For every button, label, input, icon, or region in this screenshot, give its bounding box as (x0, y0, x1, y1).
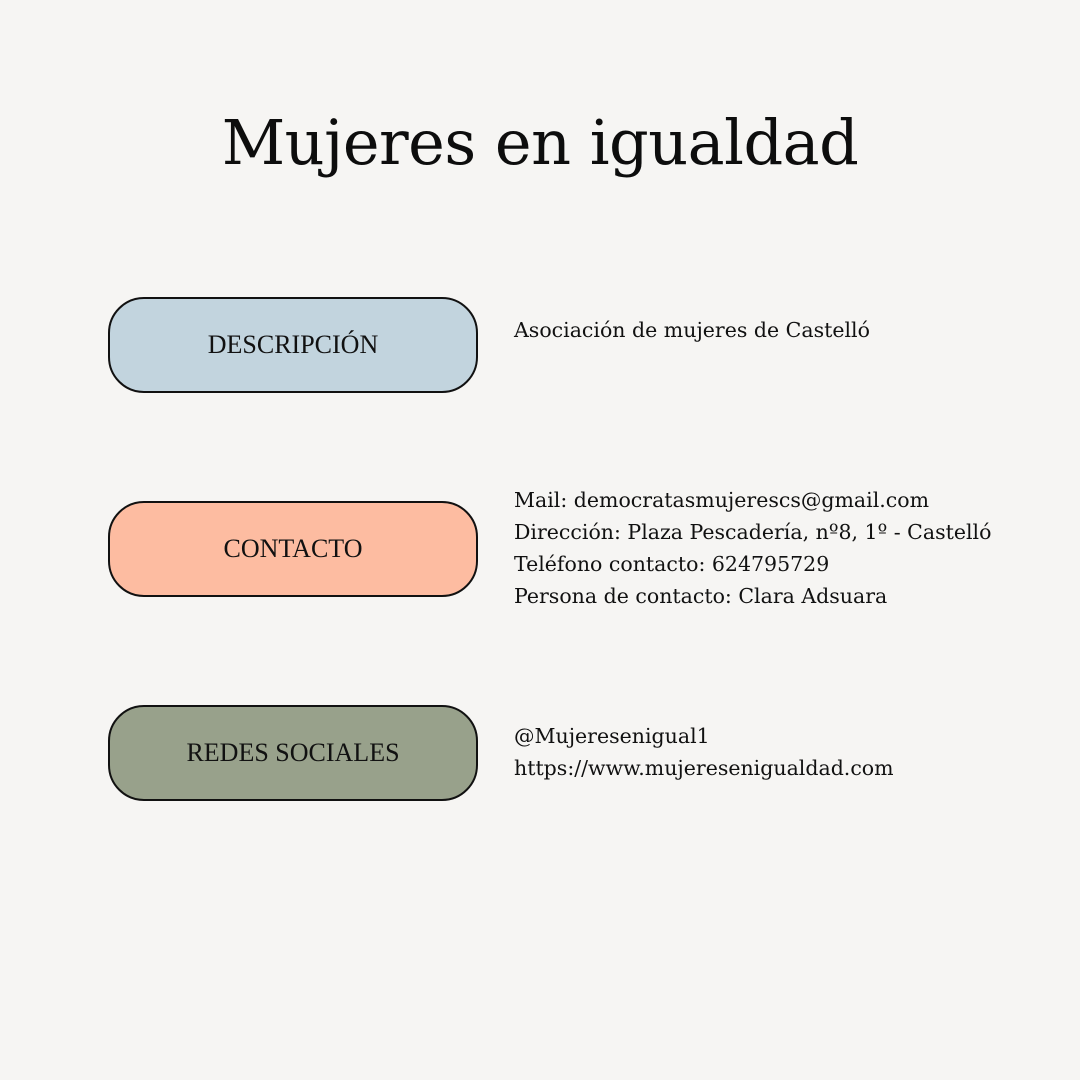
descripcion-label: DESCRIPCIÓN (207, 330, 379, 359)
descripcion-label-box (108, 297, 478, 393)
contacto-label: CONTACTO (223, 534, 363, 563)
redes-handle: @Mujeresenigual1 (514, 724, 710, 748)
contacto-mail: Mail: democratasmujerescs@gmail.com (514, 488, 930, 512)
redes-info (514, 720, 1054, 784)
redes-website: https://www.mujeresenigualdad.com (514, 756, 894, 780)
redes-label: REDES SOCIALES (186, 738, 400, 767)
descripcion-info (514, 314, 1054, 346)
page-title: Mujeres en igualdad (221, 106, 859, 179)
descripcion-line: Asociación de mujeres de Castelló (514, 318, 870, 342)
redes-label-box (108, 705, 478, 801)
contacto-telefono: Teléfono contacto: 624795729 (514, 552, 830, 576)
contacto-direccion: Dirección: Plaza Pescadería, nº8, 1º - Castelló (514, 520, 992, 544)
contacto-label-box (108, 501, 478, 597)
contacto-info (514, 484, 1054, 612)
contacto-persona: Persona de contacto: Clara Adsuara (514, 584, 888, 608)
